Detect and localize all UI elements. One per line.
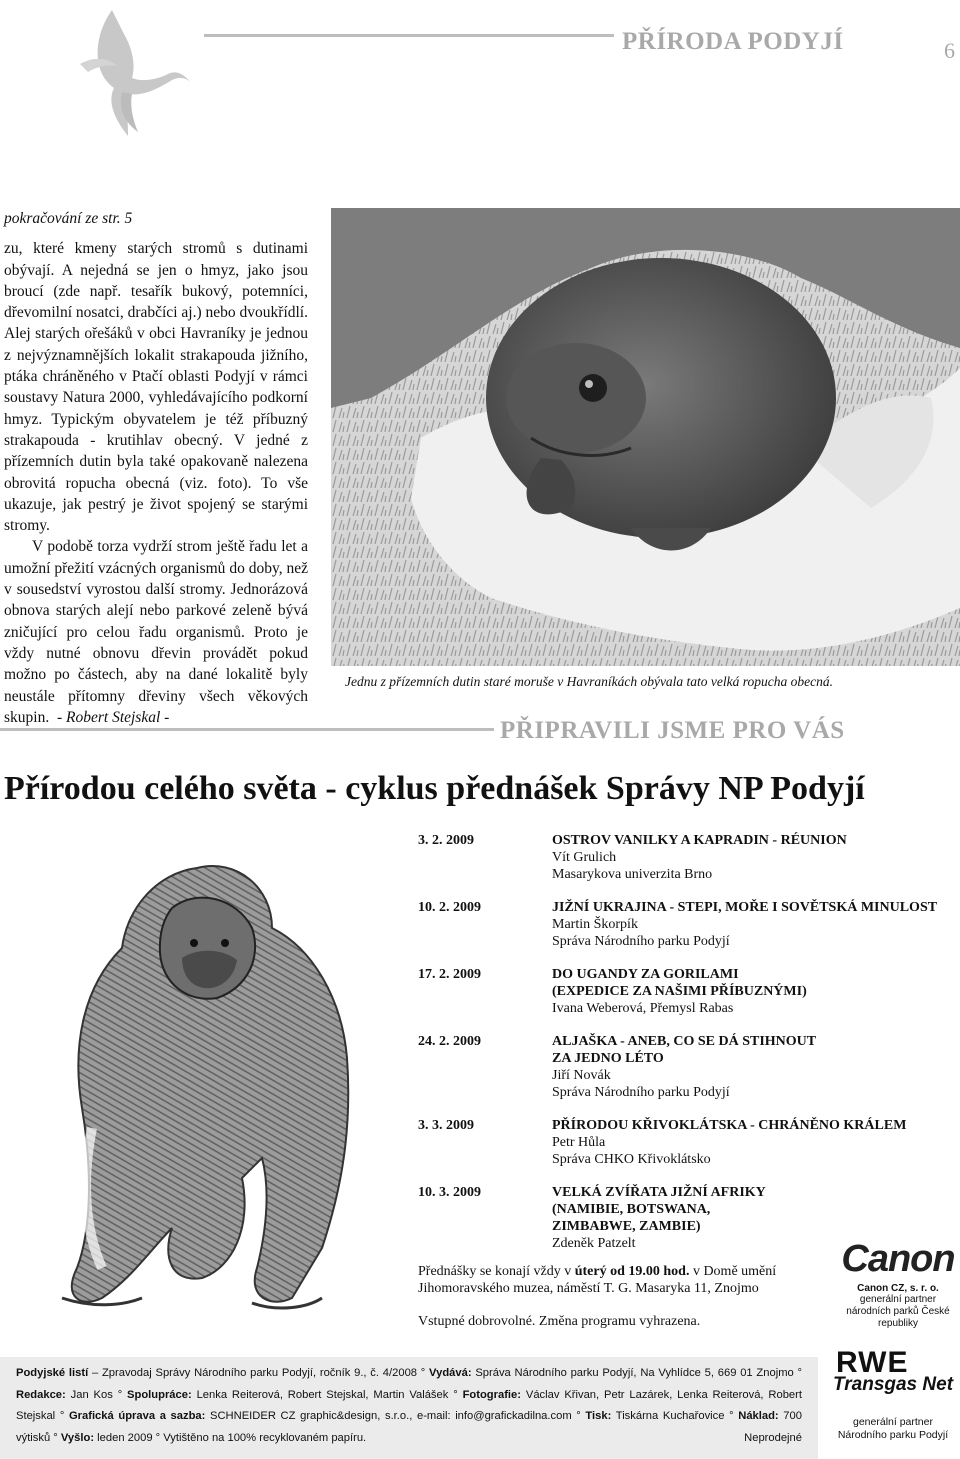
lecture-title: ZA JEDNO LÉTO xyxy=(552,1051,664,1066)
lecture-title: OSTROV VANILKY A KAPRADIN - RÉUNION xyxy=(552,833,847,848)
imprint-key: Grafická úprava a sazba: xyxy=(68,1410,206,1422)
lecture-affiliation: Správa Národního parku Podyjí xyxy=(552,934,730,949)
imprint-value: Václav Křivan, Petr Lazárek, Lenka Reiterová, Robert Stejskal ° xyxy=(16,1388,802,1422)
imprint-key: Podyjské listí xyxy=(16,1367,89,1379)
rwe-partner xyxy=(826,1346,960,1442)
lecture-title: DO UGANDY ZA GORILAMI xyxy=(552,967,739,982)
venue-text: Přednášky se konají vždy v xyxy=(418,1264,575,1279)
lecture-date: 10. 3. 2009 xyxy=(418,1185,481,1200)
admission-info: Vstupné dobrovolné. Změna programu vyhrazena. xyxy=(418,1314,701,1329)
venue-info xyxy=(418,1263,838,1297)
imprint-value: Lenka Reiterová, Robert Stejskal, Martin Valášek ° xyxy=(191,1388,463,1401)
lecture-speaker: Petr Hůla xyxy=(552,1135,606,1150)
lecture-speaker: Jiří Novák xyxy=(552,1068,611,1083)
rwe-role-line: generální partner xyxy=(853,1416,933,1428)
lecture-schedule xyxy=(418,832,960,1268)
imprint-value: Jan Kos ° xyxy=(65,1388,128,1401)
imprint-footer xyxy=(0,1357,818,1459)
lecture-title: VELKÁ ZVÍŘATA JIŽNÍ AFRIKY xyxy=(552,1185,766,1200)
page-number: 6 xyxy=(944,38,955,63)
article-paragraph-text: V podobě torza vydrží strom ještě řadu let a umožní přežití vzácných organismů do doby, než v sousedství vyrostou další stromy. Jednorázová obnova starých alejí nebo parkové zeleně bývá zničující pro celou řadu organismů. Proto je vždy nutné obnovu dřevin provádět pokud možno po částech, aby na dané lokalitě byly neustále přítomny dřeviny všech věkových skupin. xyxy=(4,538,308,726)
section-title: PŘIPRAVILI JSME PRO VÁS xyxy=(500,717,845,744)
lecture-affiliation: Správa CHKO Křivoklátsko xyxy=(552,1152,711,1167)
imprint-key: Spolupráce: xyxy=(127,1388,192,1401)
imprint-value: leden 2009 ° Vytištěno na 100% recyklovaném papíru. xyxy=(94,1431,367,1444)
article-paragraph: zu, které kmeny starých stromů s dutinami obývají. A nejedná se jen o hmyz, jako jsou broucí (zde např. tesařík bukový, potemníci, dřevomilní nosatci, drabčíci aj.) nebo dvoukřídlí. Alej starých ořešáků v obci Havraníky je jednou z nejvýznamnějších lokalit strakapouda jižního, ptáka chráněného v Ptačí oblasti Podyjí v rámci soustavy Natura 2000, vyhledávajícího podkorní hmyz. Typickým obyvatelem je též příbuzný strakapouda - krutihlav obecný. V jedné z přízemních dutin byla také opakovaně nalezena obrovitá ropucha obecná (viz. foto). To vše ukazuje, jak pestrý je život spojený se starými stromy. xyxy=(4,240,308,535)
lecture-title: JIŽNÍ UKRAJINA - STEPI, MOŘE I SOVĚTSKÁ MINULOST xyxy=(552,900,938,915)
article-text xyxy=(4,208,308,728)
header-title: PŘÍRODA PODYJÍ xyxy=(622,28,844,55)
lecture-speaker: Zdeněk Patzelt xyxy=(552,1236,636,1251)
imprint-key: Redakce: xyxy=(16,1388,66,1401)
lecture-date: 3. 3. 2009 xyxy=(418,1118,474,1133)
lecture-title: ALJAŠKA - ANEB, CO SE DÁ STIHNOUT xyxy=(552,1034,817,1049)
article-author: - Robert Stejskal - xyxy=(56,708,170,726)
lecture-title: ZIMBABWE, ZAMBIE) xyxy=(552,1219,701,1234)
lecture-date: 3. 2. 2009 xyxy=(418,833,474,848)
imprint-value: SCHNEIDER CZ graphic&design, s.r.o., e-mail: info@grafickadilna.com ° xyxy=(205,1410,586,1422)
imprint-key: Tisk: xyxy=(585,1410,612,1422)
header-rule xyxy=(204,34,614,37)
imprint-value: Tiskárna Kuchařovice ° xyxy=(611,1410,739,1422)
continued-note: pokračování ze str. 5 xyxy=(4,210,133,227)
lecture-title: PŘÍRODOU KŘIVOKLÁTSKA - CHRÁNĚNO KRÁLEM xyxy=(552,1118,907,1133)
rwe-logo: RWE xyxy=(836,1346,909,1379)
canon-role-detail: národních parků České republiky xyxy=(846,1306,950,1329)
canon-company: Canon CZ, s. r. o. xyxy=(857,1283,939,1294)
imprint-key: Náklad: xyxy=(738,1410,779,1422)
lecture-notice xyxy=(418,1263,838,1330)
lecture-speaker: Ivana Weberová, Přemysl Rabas xyxy=(552,1001,734,1016)
stork-logo xyxy=(72,4,192,140)
imprint-key: Vydává: xyxy=(429,1367,472,1379)
section-rule xyxy=(0,728,494,731)
lecture-item xyxy=(418,832,960,883)
photo-caption: Jednu z přízemních dutin staré moruše v Havraníkách obývala tato velká ropucha obecná. xyxy=(345,674,834,689)
article-paragraph xyxy=(4,536,308,728)
lecture-item xyxy=(418,1033,960,1101)
rwe-role-line: Národního parku Podyjí xyxy=(837,1429,949,1441)
not-for-sale: Neprodejné xyxy=(744,1431,802,1444)
lecture-series-heading: Přírodou celého světa - cyklus přednášek Správy NP Podyjí xyxy=(4,770,865,807)
imprint-key: Fotografie: xyxy=(462,1388,521,1401)
lecture-date: 24. 2. 2009 xyxy=(418,1034,481,1049)
rwe-role xyxy=(826,1416,960,1442)
gorilla-illustration xyxy=(22,828,372,1323)
lecture-date: 17. 2. 2009 xyxy=(418,967,481,982)
imprint-value: – Zpravodaj Správy Národního parku Podyjí, ročník 9., č. 4/2008 ° xyxy=(88,1367,430,1379)
rwe-logo-sub: Transgas Net xyxy=(832,1374,954,1395)
lecture-title: (NAMIBIE, BOTSWANA, xyxy=(552,1202,711,1217)
imprint-key: Vyšlo: xyxy=(60,1431,95,1444)
lecture-speaker: Vít Grulich xyxy=(552,850,617,865)
toad-photo xyxy=(331,208,960,666)
venue-time: úterý od 19.00 hod. xyxy=(574,1264,690,1279)
imprint-value: Správa Národního parku Podyjí, Na Vyhlídce 5, 669 01 Znojmo ° xyxy=(471,1367,802,1379)
lecture-affiliation: Správa Národního parku Podyjí xyxy=(552,1085,730,1100)
imprint-value: 700 výtisků ° xyxy=(16,1410,802,1444)
lecture-title: (EXPEDICE ZA NAŠIMI PŘÍBUZNÝMI) xyxy=(552,984,807,999)
lecture-item xyxy=(418,1117,960,1168)
lecture-item xyxy=(418,899,960,950)
canon-role: generální partner xyxy=(859,1294,937,1305)
lecture-date: 10. 2. 2009 xyxy=(418,900,481,915)
venue-place: v Domě umění Jihomoravského muzea, náměstí T. G. Masaryka 11, Znojmo xyxy=(418,1264,777,1296)
lecture-affiliation: Masarykova univerzita Brno xyxy=(552,867,713,882)
canon-partner xyxy=(836,1238,960,1330)
canon-logo: Canon xyxy=(841,1238,955,1280)
lecture-speaker: Martin Škorpík xyxy=(552,917,638,932)
lecture-item xyxy=(418,966,960,1017)
